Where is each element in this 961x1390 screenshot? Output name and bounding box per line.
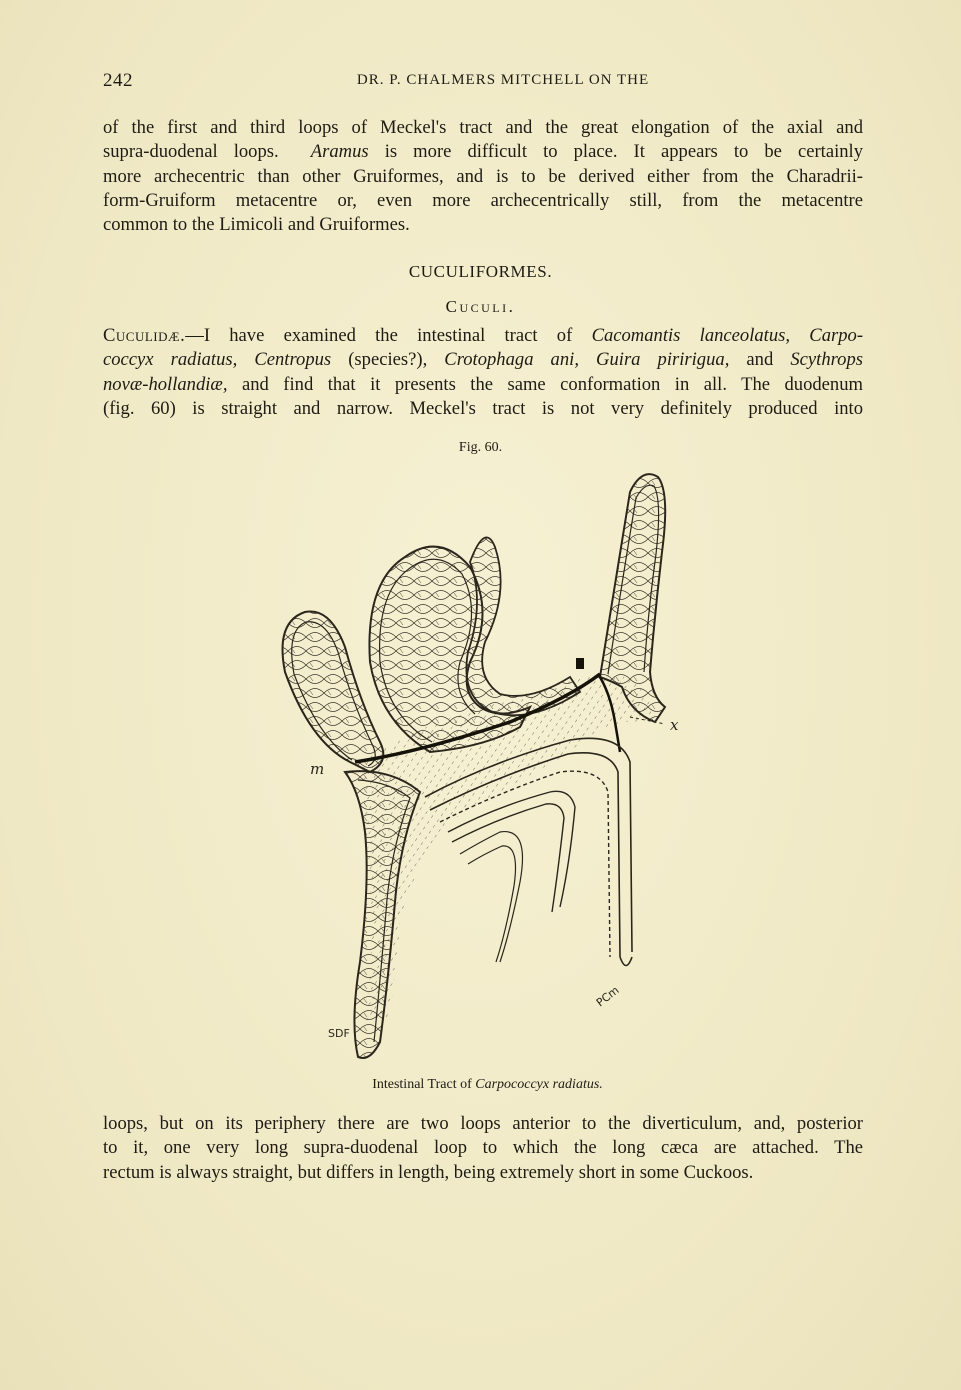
text-span: supra-duodenal loops. — [103, 141, 279, 163]
diverticulum-marker — [576, 658, 584, 669]
text-span: and — [746, 349, 774, 371]
figure-label-x: x — [670, 716, 679, 734]
descending-loop — [345, 771, 420, 1058]
figure-label-m: m — [310, 760, 325, 778]
text-line: common to the Limicoli and Gruiformes. — [103, 214, 410, 236]
species-name: Crotophaga ani, — [444, 349, 579, 371]
species-name: Scythrops — [790, 349, 864, 371]
subsection-title: Cuculi. — [445, 297, 516, 316]
paragraph-aramus — [103, 116, 863, 237]
intestinal-tract-figure — [270, 462, 710, 1072]
species-name: Cacomantis lanceolatus, — [591, 325, 791, 346]
caption-text: Intestinal Tract of — [372, 1077, 472, 1092]
species-name: Centropus — [254, 349, 332, 371]
figure-caption — [0, 1077, 961, 1093]
text-line — [103, 324, 863, 348]
paragraph-cuculidae — [103, 324, 863, 421]
figure-label-sdf: SDF — [328, 1027, 350, 1040]
text-line: (fig. 60) is straight and narrow. Meckel's tract is not very definitely produced into — [103, 397, 863, 419]
running-title: DR. P. CHALMERS MITCHELL ON THE — [356, 72, 650, 88]
family-name: Cuculidæ. — [103, 325, 186, 346]
text-line: form-Gruiform metacentre or, even more archecentrically still, from the metacentre — [103, 189, 863, 211]
caption-species: Carpococcyx radiatus. — [475, 1077, 603, 1092]
text-line: to it, one very long supra-duodenal loop to which the long cæca are attached. The — [103, 1137, 863, 1159]
text-line — [103, 348, 863, 372]
text-span: —I have examined the intestinal tract of — [185, 325, 573, 346]
paragraph-loops — [103, 1112, 863, 1185]
intestine-loop-inner — [466, 537, 580, 715]
text-span: is more difficult to place. It appears to be certainly — [384, 141, 864, 163]
text-span: and find that it presents the same conformation in all. The duodenum — [241, 373, 863, 395]
page-number: 242 — [103, 70, 133, 91]
species-name: Carpo- — [809, 325, 864, 346]
species-name: Guira piririgua, — [596, 349, 730, 371]
text-line: loops, but on its periphery there are two loops anterior to the diverticulum, and, posterior — [103, 1113, 863, 1134]
text-line: more archecentric than other Gruiformes, and is to be derived either from the Charadrii- — [103, 165, 863, 187]
running-head — [103, 70, 863, 96]
text-line: rectum is always straight, but differs in length, being extremely short in some Cuckoos. — [103, 1161, 754, 1183]
text-line — [103, 140, 863, 164]
genus-name: Aramus — [310, 141, 369, 163]
species-name: coccyx radiatus, — [103, 349, 238, 371]
figure-label: Fig. 60. — [458, 440, 503, 455]
species-name: novæ-hollandiæ, — [103, 373, 228, 395]
intestine-loop-middle — [369, 547, 530, 752]
figure-label-pcm: PCm — [593, 983, 622, 1010]
text-span: (species?), — [348, 349, 428, 371]
text-line — [103, 373, 863, 397]
section-title: CUCULIFORMES. — [408, 262, 553, 281]
text-line: of the first and third loops of Meckel's tract and the great elongation of the axial and — [103, 117, 863, 138]
intestine-loop-left — [283, 611, 384, 772]
